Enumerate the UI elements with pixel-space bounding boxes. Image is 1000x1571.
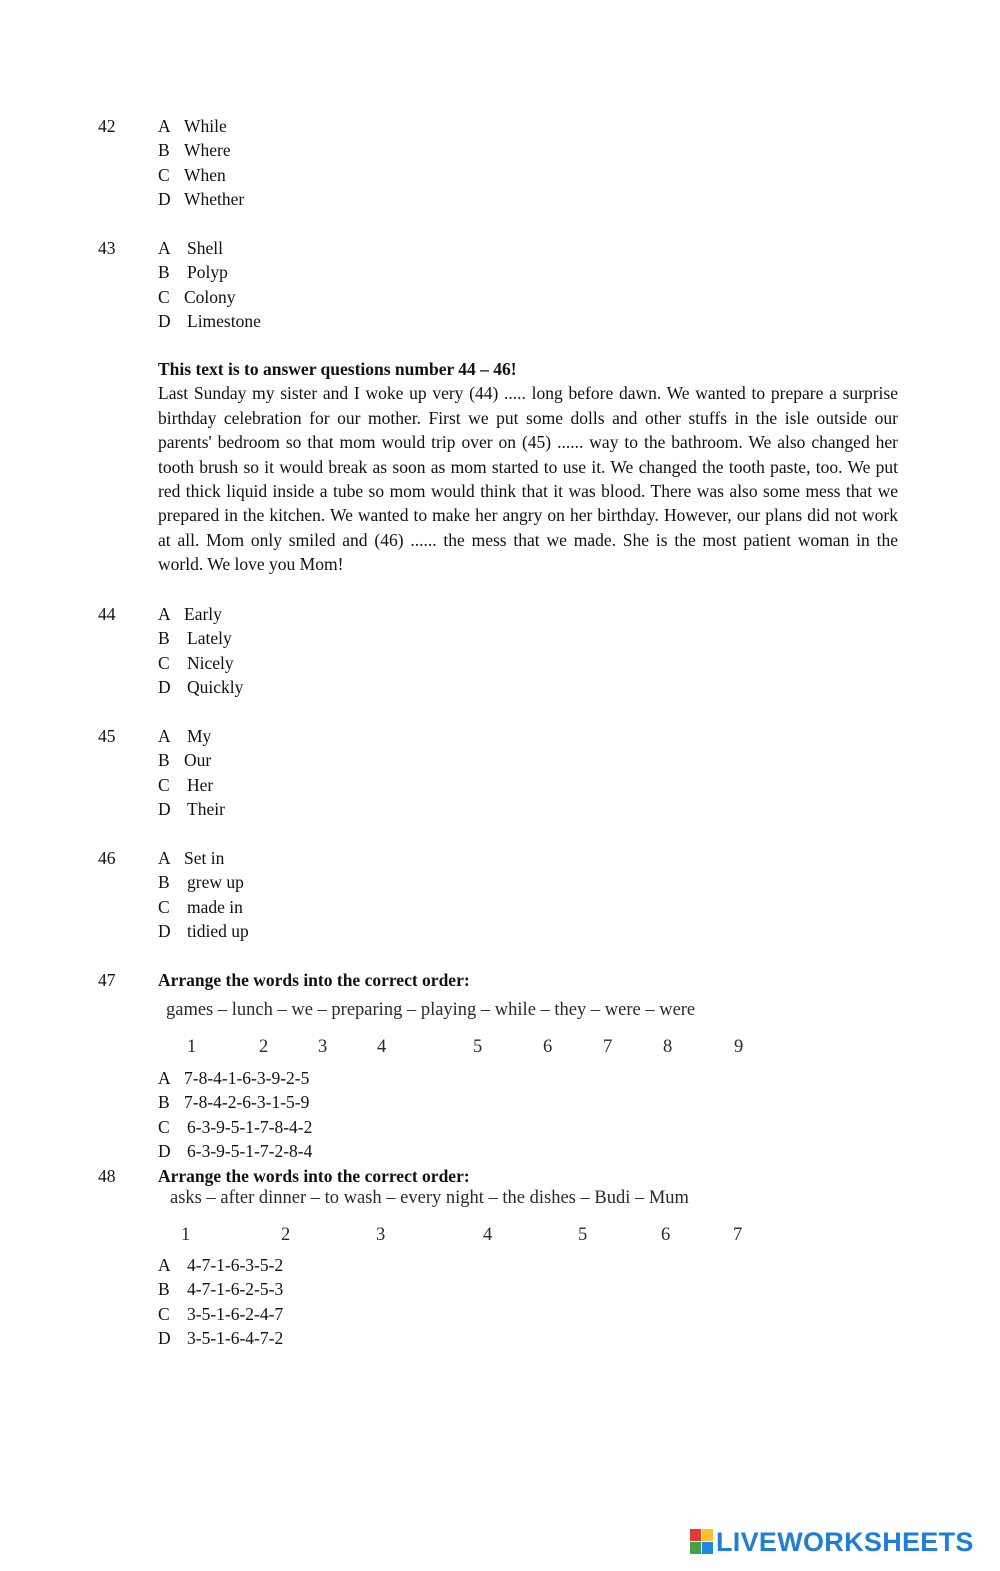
option-text: Quickly: [187, 677, 244, 698]
option-text: Whether: [184, 189, 245, 210]
brand-name: LIVEWORKSHEETS: [716, 1526, 974, 1557]
question-number: 48: [98, 1166, 116, 1186]
option-letter: A: [158, 726, 171, 746]
option-d[interactable]: [158, 919, 249, 943]
option-letter: B: [158, 750, 170, 771]
option-text: Lately: [187, 628, 232, 649]
passage-title: This text is to answer questions number 44 – 46!: [158, 359, 517, 379]
option-letter: B: [158, 1279, 170, 1300]
logo-block-red: [690, 1529, 701, 1541]
option-letter: D: [158, 1141, 171, 1162]
options-list: [158, 114, 244, 212]
option-b[interactable]: [158, 1090, 312, 1114]
options-list: [158, 236, 261, 334]
options-list: [158, 724, 225, 822]
option-d[interactable]: [158, 1139, 312, 1163]
option-text: Early: [184, 604, 222, 624]
question-heading: Arrange the words into the correct order:: [158, 970, 470, 990]
option-b[interactable]: [158, 138, 244, 162]
option-letter: D: [158, 311, 171, 332]
liveworksheets-logo[interactable]: [690, 1527, 974, 1557]
question-number: 47: [98, 970, 116, 990]
logo-block-green: [690, 1542, 701, 1554]
option-letter: C: [158, 1303, 170, 1324]
word-number: 3: [376, 1225, 386, 1245]
option-letter: C: [158, 896, 170, 917]
option-letter: B: [158, 872, 170, 893]
option-letter: C: [158, 286, 170, 307]
word-number: 5: [473, 1037, 483, 1057]
option-text: Limestone: [187, 311, 261, 332]
option-c[interactable]: [158, 1115, 312, 1139]
option-letter: A: [158, 238, 171, 258]
word-number: 2: [259, 1037, 269, 1057]
options-list: [158, 1066, 312, 1164]
word-number: 7: [603, 1037, 613, 1057]
option-c[interactable]: [158, 895, 249, 919]
question-number: 43: [98, 238, 116, 258]
option-d[interactable]: [158, 187, 244, 211]
option-text: When: [184, 164, 226, 185]
question-47: [0, 968, 1000, 1168]
option-letter: C: [158, 652, 170, 673]
option-b[interactable]: [158, 626, 243, 650]
option-letter: D: [158, 677, 171, 698]
option-a[interactable]: [158, 1066, 312, 1090]
option-letter: B: [158, 140, 170, 161]
option-letter: C: [158, 1116, 170, 1137]
option-text: 6-3-9-5-1-7-2-8-4: [187, 1141, 313, 1162]
logo-block-yellow: [702, 1529, 713, 1541]
option-text: Nicely: [187, 652, 234, 673]
word-number: 1: [181, 1225, 191, 1245]
option-c[interactable]: [158, 285, 261, 309]
option-text: Colony: [184, 286, 236, 307]
option-letter: A: [158, 848, 171, 868]
option-d[interactable]: [158, 1326, 283, 1350]
option-letter: A: [158, 1068, 171, 1088]
option-text: 4-7-1-6-2-5-3: [187, 1279, 284, 1300]
option-c[interactable]: [158, 163, 244, 187]
option-letter: D: [158, 189, 171, 210]
option-a[interactable]: [158, 846, 249, 870]
option-text: Set in: [184, 848, 225, 868]
option-text: My: [187, 726, 212, 746]
question-number: 46: [98, 848, 116, 868]
option-a[interactable]: [158, 1253, 283, 1277]
word-number: 4: [483, 1225, 493, 1245]
option-b[interactable]: [158, 1277, 283, 1301]
word-number: 5: [578, 1225, 588, 1245]
option-text: grew up: [187, 872, 244, 893]
option-text: 7-8-4-1-6-3-9-2-5: [184, 1068, 310, 1088]
question-heading: Arrange the words into the correct order:: [158, 1166, 470, 1186]
option-letter: B: [158, 1092, 170, 1113]
option-letter: A: [158, 116, 171, 136]
option-letter: B: [158, 628, 170, 649]
option-text: made in: [187, 896, 243, 917]
option-a[interactable]: [158, 602, 243, 626]
option-text: Their: [187, 799, 225, 820]
word-number: 6: [543, 1037, 553, 1057]
option-text: While: [184, 116, 227, 136]
passage-body: Last Sunday my sister and I woke up very (44) ..... long before dawn. We wanted to prepare a surprise birthday celebration for our mother. First we put some dolls and other stuffs in the isle outside our parents' bedroom so that mom would trip over on (45) ...... way to the bathroom. We also changed her tooth brush so it would break as soon as mom started to use it. We changed the tooth paste, too. We put red thick liquid inside a tube so mom would think that it was blood. There was also some mess that we prepared in the kitchen. We wanted to make her angry on her birthday. However, our plans did not work at all. Mom only smiled and (46) ...... the mess that we made. She is the most patient woman in the world. We love you Mom!: [158, 383, 898, 575]
word-number: 3: [318, 1037, 328, 1057]
option-a[interactable]: [158, 236, 261, 260]
option-text: Our: [184, 750, 212, 771]
logo-block-blue: [702, 1542, 713, 1554]
options-list: [158, 1253, 283, 1351]
word-number: 4: [377, 1037, 387, 1057]
word-list: asks – after dinner – to wash – every night – the dishes – Budi – Mum: [170, 1188, 689, 1208]
option-c[interactable]: [158, 651, 243, 675]
option-d[interactable]: [158, 309, 261, 333]
option-letter: A: [158, 604, 171, 624]
question-number: 45: [98, 726, 116, 746]
option-letter: D: [158, 921, 171, 942]
option-text: 3-5-1-6-2-4-7: [187, 1303, 284, 1324]
option-text: tidied up: [187, 921, 249, 942]
question-number: 44: [98, 604, 116, 624]
word-number: 9: [734, 1037, 744, 1057]
word-number: 8: [663, 1037, 673, 1057]
option-letter: B: [158, 262, 170, 283]
option-letter: A: [158, 1255, 171, 1275]
reading-passage: [158, 357, 898, 577]
word-number: 2: [281, 1225, 291, 1245]
option-b[interactable]: [158, 748, 225, 772]
option-b[interactable]: [158, 260, 261, 284]
option-text: 7-8-4-2-6-3-1-5-9: [184, 1092, 310, 1113]
option-a[interactable]: [158, 114, 244, 138]
word-list: games – lunch – we – preparing – playing – while – they – were – were: [166, 1000, 696, 1020]
option-letter: C: [158, 164, 170, 185]
options-list: [158, 846, 249, 944]
option-text: 4-7-1-6-3-5-2: [187, 1255, 284, 1275]
option-letter: D: [158, 1328, 171, 1349]
option-letter: D: [158, 799, 171, 820]
question-number: 42: [98, 116, 116, 136]
option-text: Her: [187, 774, 214, 795]
word-number: 1: [187, 1037, 197, 1057]
option-letter: C: [158, 774, 170, 795]
option-d[interactable]: [158, 797, 225, 821]
option-c[interactable]: [158, 1302, 283, 1326]
option-text: Shell: [187, 238, 223, 258]
option-a[interactable]: [158, 724, 225, 748]
word-number: 6: [661, 1225, 671, 1245]
option-text: 6-3-9-5-1-7-8-4-2: [187, 1116, 313, 1137]
option-text: Where: [184, 140, 231, 161]
option-b[interactable]: [158, 870, 249, 894]
liveworksheets-logo-icon: [690, 1529, 714, 1555]
word-number: 7: [733, 1225, 743, 1245]
option-c[interactable]: [158, 773, 225, 797]
option-d[interactable]: [158, 675, 243, 699]
option-text: Polyp: [187, 262, 228, 283]
option-text: 3-5-1-6-4-7-2: [187, 1328, 284, 1349]
question-48: [0, 1164, 1000, 1364]
options-list: [158, 602, 243, 700]
